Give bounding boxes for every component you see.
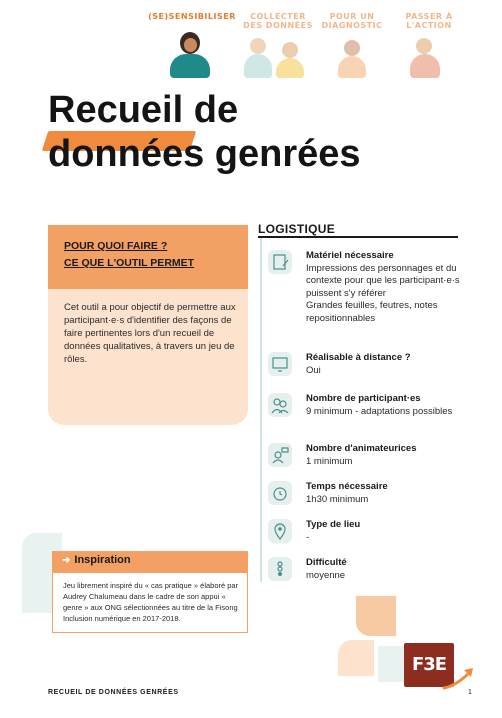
item-value: moyenne bbox=[306, 569, 346, 581]
item-value: 9 minimum - adaptations possibles bbox=[306, 405, 453, 417]
arrow-right-icon: ➜ bbox=[62, 555, 71, 566]
logistique-side-bar bbox=[260, 238, 262, 582]
materials-icon bbox=[268, 250, 292, 274]
illustration-label: (SE)SENSIBILISER bbox=[148, 12, 236, 21]
purpose-card-body: Cet outil a pour objectif de permettre aux participant·e·s d'identifier des façons de faire pertinentes lors d'un recueil de données qualitatives, à travers un jeu de rôles. bbox=[64, 302, 236, 365]
item-label: Nombre d'animateurices bbox=[306, 443, 417, 454]
illustration-diagnostic bbox=[318, 12, 386, 78]
screen-icon bbox=[268, 352, 292, 376]
item-value: Impressions des personnages et du contexte pour que les participant·e·s puissent s'y référer Grandes feuilles, feutres, notes repositionnables bbox=[306, 262, 460, 324]
footer-title: RECUEIL DE DONNÉES GENRÉES bbox=[48, 689, 179, 696]
participants-icon bbox=[268, 393, 292, 417]
illustration-action bbox=[392, 12, 466, 78]
decor-shape bbox=[356, 596, 396, 636]
illustration-label: PASSER À L'ACTION bbox=[405, 12, 453, 30]
clock-icon bbox=[268, 481, 292, 505]
page-number: 1 bbox=[468, 689, 472, 696]
facilitators-icon bbox=[268, 443, 292, 467]
title-line-2: données genrées bbox=[48, 133, 361, 175]
illustration-collecter bbox=[240, 12, 316, 78]
item-label: Nombre de participant·es bbox=[306, 393, 421, 404]
item-label: Temps nécessaire bbox=[306, 481, 388, 492]
logistique-title: LOGISTIQUE bbox=[258, 222, 336, 236]
item-value: Oui bbox=[306, 364, 321, 376]
item-label: Réalisable à distance ? bbox=[306, 352, 411, 363]
illustration-label: POUR UN DIAGNOSTIC bbox=[321, 12, 383, 30]
location-icon bbox=[268, 519, 292, 543]
page-title bbox=[48, 88, 468, 176]
item-value: - bbox=[306, 531, 310, 543]
item-label: Matériel nécessaire bbox=[306, 250, 394, 261]
purpose-card bbox=[48, 225, 248, 425]
item-label: Type de lieu bbox=[306, 519, 361, 530]
inspiration-heading: Inspiration bbox=[74, 554, 131, 566]
person-body-icon bbox=[170, 54, 210, 78]
f3e-logo: F3E bbox=[404, 643, 454, 687]
item-value: 1h30 minimum bbox=[306, 493, 369, 505]
item-value: 1 minimum bbox=[306, 455, 353, 467]
difficulty-icon bbox=[268, 557, 292, 581]
illustration-label: COLLECTER DES DONNÉES bbox=[243, 12, 313, 30]
inspiration-box bbox=[52, 551, 248, 633]
purpose-heading-2: CE QUE L'OUTIL PERMET bbox=[64, 257, 195, 269]
inspiration-body: Jeu librement inspiré du « cas pratique » élaboré par Audrey Chalumeau dans le cadre de son appui « genre » aux ONG sélectionnées au titre de la Fisong Inclusion numérique en 2017-2018. bbox=[52, 572, 248, 633]
title-line-1: Recueil de bbox=[48, 89, 239, 131]
inspiration-header bbox=[52, 551, 248, 572]
item-label: Difficulté bbox=[306, 557, 347, 568]
logistique-divider bbox=[258, 236, 458, 238]
purpose-heading-1: POUR QUOI FAIRE ? bbox=[64, 240, 168, 252]
purpose-card-header bbox=[48, 225, 248, 289]
decor-shape bbox=[338, 640, 374, 676]
logo-arrow-icon bbox=[442, 664, 478, 692]
illustration-sensibiliser bbox=[146, 12, 238, 78]
